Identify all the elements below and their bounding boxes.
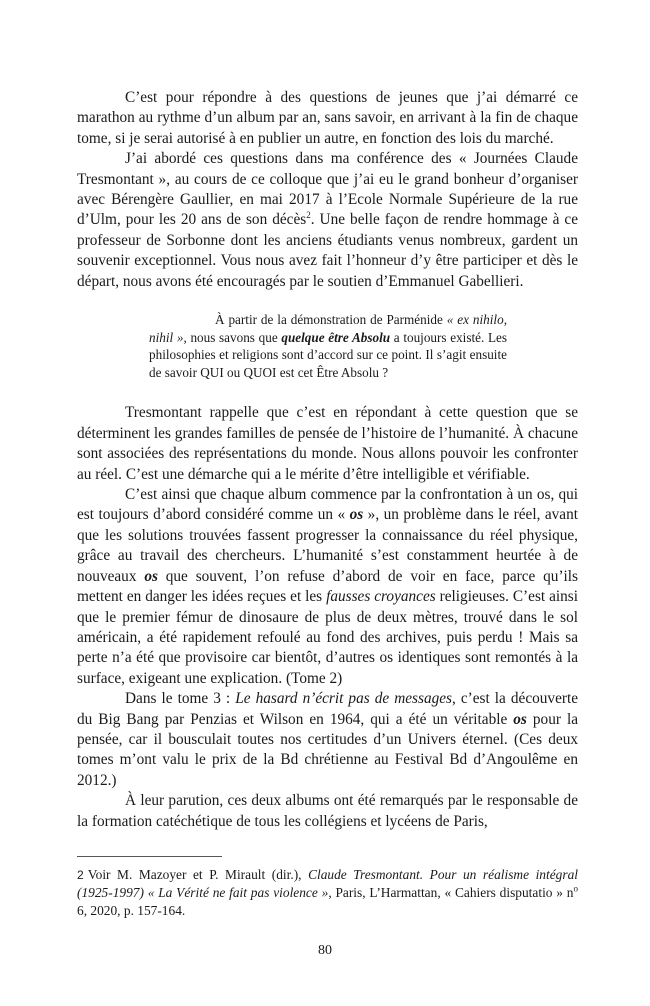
- paragraph-4-italic: fausses croyances: [326, 588, 436, 606]
- quote-text-a: À partir de la démonstration de Parménide: [215, 312, 447, 328]
- paragraph-4-os-1: os: [349, 506, 364, 524]
- paragraph-4-text-d: religieuses. C’est ainsi que le premier fémur de dinosaure de plus de deux mètres, trouvé dans le sol américain, a été rapidement refoulé au fond des archives, puis perdu ! Mais sa perte n’a été que provisoire car bientôt, d’autres os identiques sont remontés à la surface, exigeant une explication. (Tome 2): [77, 588, 578, 687]
- paragraph-5-book-title: Le hasard n’écrit pas de messages: [235, 690, 452, 708]
- footnote-number-sup: o: [573, 883, 578, 894]
- quote-text-b: , nous savons que: [183, 329, 282, 345]
- block-quote: [149, 311, 507, 381]
- paragraph-1: [77, 88, 578, 149]
- paragraph-4: [77, 485, 578, 689]
- quote-paragraph: [149, 311, 507, 381]
- footnote-text-c: 6, 2020, p. 157-164.: [77, 902, 186, 918]
- footnote-mark: 2: [77, 868, 84, 882]
- paragraph-5-text-b: , c’est la découverte du Big Bang par Penzias et Wilson en 1964, qui a été un véritable: [77, 690, 579, 728]
- paragraph-4-text-c: que souvent, l’on refuse d’abord de voir en face, parce qu’ils mettent en danger les idées reçues et les: [77, 567, 578, 606]
- paragraph-2-text-b: . Une belle façon de rendre hommage à ce professeur de Sorbonne dont les anciens étudiants venus nombreux, gardent un souvenir exceptionnel. Vous nous avez fait l’honneur d’y être participer et dès le départ, nous avons été encouragés par le soutien d’Emmanuel Gabellieri.: [77, 211, 578, 290]
- quote-text-c: a toujours existé. Les philosophies et religions sont d’accord sur ce point. Il s’agit ensuite de savoir QUI ou QUOI est cet Être Absolu ?: [149, 329, 508, 380]
- paragraph-5-text-c: pour la pensée, car il bousculait toutes nos certitudes d’un Univers éternel. (Ces deux tomes m’ont valu le prix de la Bd chrétienne au Festival Bd d’Angoulême en 2012.): [77, 710, 578, 789]
- paragraph-3: [77, 403, 578, 485]
- paragraph-1-text: C’est pour répondre à des questions de jeunes que j’ai démarré ce marathon au rythme d’un album par an, sans savoir, en arrivant à la fin de chaque tome, si je serai autorisé à en publier un autre, en fonction des lois du marché.: [77, 89, 578, 147]
- quote-latin-phrase: « ex nihilo, nihil »: [149, 312, 507, 345]
- paragraph-4-text-b: », un problème dans le réel, avant que les solutions trouvées fassent progresser la connaissance du réel physique, grâce au travail des chercheurs. L’humanité s’est constamment heurtée à de nouveaux: [77, 506, 578, 585]
- footnote-divider: [77, 856, 222, 857]
- footnote-text-b: , Paris, L’Harmattan, « Cahiers disputatio » n: [328, 885, 574, 901]
- paragraph-6-text: À leur parution, ces deux albums ont été remarqués par le responsable de la formation catéchétique de tous les collégiens et lycéens de Paris,: [77, 792, 578, 830]
- page-body: [77, 88, 578, 832]
- footnote-title: Claude Tresmontant. Pour un réalisme intégral (1925-1997) « La Vérité ne fait pas violence »: [77, 867, 578, 901]
- footnote-reference[interactable]: 2: [306, 210, 311, 221]
- paragraph-2-text-a: J’ai abordé ces questions dans ma conférence des « Journées Claude Tresmontant », au cours de ce colloque que j’ai eu le grand bonheur d’organiser avec Bérengère Gaullier, en mai 2017 à l’Ecole Normale Supérieure de la rue d’Ulm, pour les 20 ans de son décès: [77, 150, 578, 229]
- page-number: 80: [318, 943, 332, 958]
- quote-emphasis: quelque être Absolu: [281, 329, 391, 345]
- paragraph-5-text-a: Dans le tome 3 :: [125, 690, 236, 708]
- paragraph-2: [77, 149, 578, 292]
- paragraph-4-os-2: os: [144, 567, 158, 585]
- paragraph-6: [77, 791, 578, 832]
- footnote: [77, 866, 578, 919]
- footnote-text-a: Voir M. Mazoyer et P. Mirault (dir.),: [87, 867, 309, 882]
- paragraph-3-text: Tresmontant rappelle que c’est en répondant à cette question que se déterminent les grandes familles de pensée de l’histoire de l’humanité. À chacune sont associées des représentations du monde. Nous allons pouvoir les confronter au réel. C’est une démarche qui a le mérite d’être intelligible et vérifiable.: [77, 404, 578, 483]
- paragraph-4-text-a: C’est ainsi que chaque album commence par la confrontation à un os, qui est toujours d’abord considéré comme un «: [77, 486, 578, 524]
- paragraph-5-os: os: [513, 710, 527, 728]
- paragraph-5: [77, 689, 578, 791]
